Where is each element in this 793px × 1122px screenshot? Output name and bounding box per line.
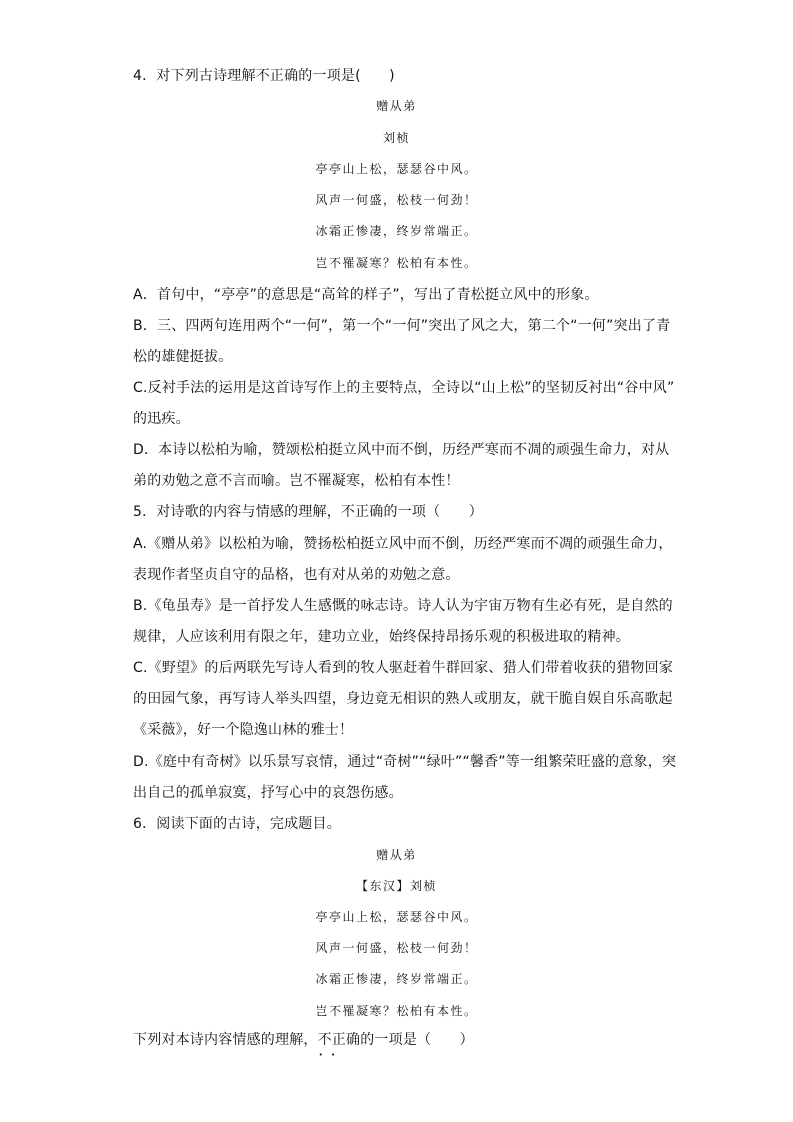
q4-poem-title: 赠从弟	[376, 99, 417, 113]
q4-poem-line-1: 亭亭山上松，瑟瑟谷中风。	[315, 162, 478, 176]
q6-poem-line-3: 冰霜正惨凄，终岁常端正。	[315, 972, 478, 986]
q6-poem-author: 【东汉】刘桢	[355, 879, 437, 893]
q5-option-c-line-2: 的田园气象，再写诗人举头四望，身边竟无相识的熟人或朋友，就干脆自娱自乐高歌起	[133, 691, 673, 707]
q4-poem-line-4: 岂不罹凝寒？松柏有本性。	[315, 256, 478, 270]
q6-question-emphasis: 不正确 • •	[318, 1030, 361, 1050]
q4-option-d-line-1: D．本诗以松柏为喻，赞颂松柏挺立风中而不倒，历经严寒而不凋的顽强生命力，对从	[133, 442, 670, 458]
q4-stem: 4．对下列古诗理解不正确的一项是( )	[133, 68, 395, 84]
q4-option-a: A．首句中，“亭亭”的意思是“高耸的样子”，写出了青松挺立风中的形象。	[133, 287, 599, 303]
q4-poem-author: 刘桢	[382, 131, 410, 145]
q4-option-c-line-2: 的迅疾。	[133, 411, 190, 427]
q6-question	[133, 1030, 668, 1050]
q6-question-suffix: 的一项是（ ）	[360, 1032, 474, 1048]
q4-option-b-line-1: B．三、四两句连用两个“一何”，第一个“一何”突出了风之大，第二个“一何”突出了青	[133, 318, 671, 334]
q6-poem-line-4: 岂不罹凝寒？松柏有本性。	[315, 1004, 478, 1018]
q4-option-d-line-2: 弟的劝勉之意不言而喻。岂不罹凝寒，松柏有本性！	[133, 473, 460, 489]
q6-question-prefix: 下列对本诗内容情感的理解，	[133, 1032, 318, 1048]
q4-option-b-line-2: 松的雄健挺拔。	[133, 349, 233, 365]
q6-poem-title: 赠从弟	[376, 848, 417, 862]
q5-option-b-line-1: B.《龟虽寿》是一首抒发人生感慨的咏志诗。诗人认为宇宙万物有生必有死，是自然的	[133, 598, 673, 614]
q5-option-d-line-1: D.《庭中有奇树》以乐景写哀情，通过“奇树”“绿叶”“馨香”等一组繁荣旺盛的意象，突	[133, 754, 677, 770]
q5-option-a-line-2: 表现作者坚贞自守的品格，也有对从弟的劝勉之意。	[133, 567, 460, 583]
q5-option-a-line-1: A.《赠从弟》以松柏为喻，赞扬松柏挺立风中而不倒，历经严寒而不凋的顽强生命力，	[133, 536, 673, 552]
q5-stem: 5．对诗歌的内容与情感的理解，不正确的一项（ ）	[133, 504, 483, 520]
q5-option-c-line-3: 《采薇》，好一个隐逸山林的雅士！	[133, 722, 354, 738]
q6-poem-line-1: 亭亭山上松，瑟瑟谷中风。	[315, 910, 478, 924]
q5-option-d-line-2: 出自己的孤单寂寞，抒写心中的哀怨伤感。	[133, 785, 403, 801]
q5-option-c-line-1: C.《野望》的后两联先写诗人看到的牧人驱赶着牛群回家、猎人们带着收获的猎物回家	[133, 660, 674, 676]
q4-option-c-line-1: C.反衬手法的运用是这首诗写作上的主要特点，全诗以“山上松”的坚韧反衬出“谷中风”	[133, 380, 675, 396]
q4-poem-line-3: 冰霜正惨凄，终岁常端正。	[315, 224, 478, 238]
q5-option-b-line-2: 规律，人应该利用有限之年，建功立业，始终保持昂扬乐观的积极进取的精神。	[133, 629, 630, 645]
q6-poem-line-2: 风声一何盛，松枝一何劲！	[315, 941, 478, 955]
q4-poem-line-2: 风声一何盛，松枝一何劲！	[315, 193, 478, 207]
q6-stem: 6．阅读下面的古诗，完成题目。	[133, 816, 341, 832]
